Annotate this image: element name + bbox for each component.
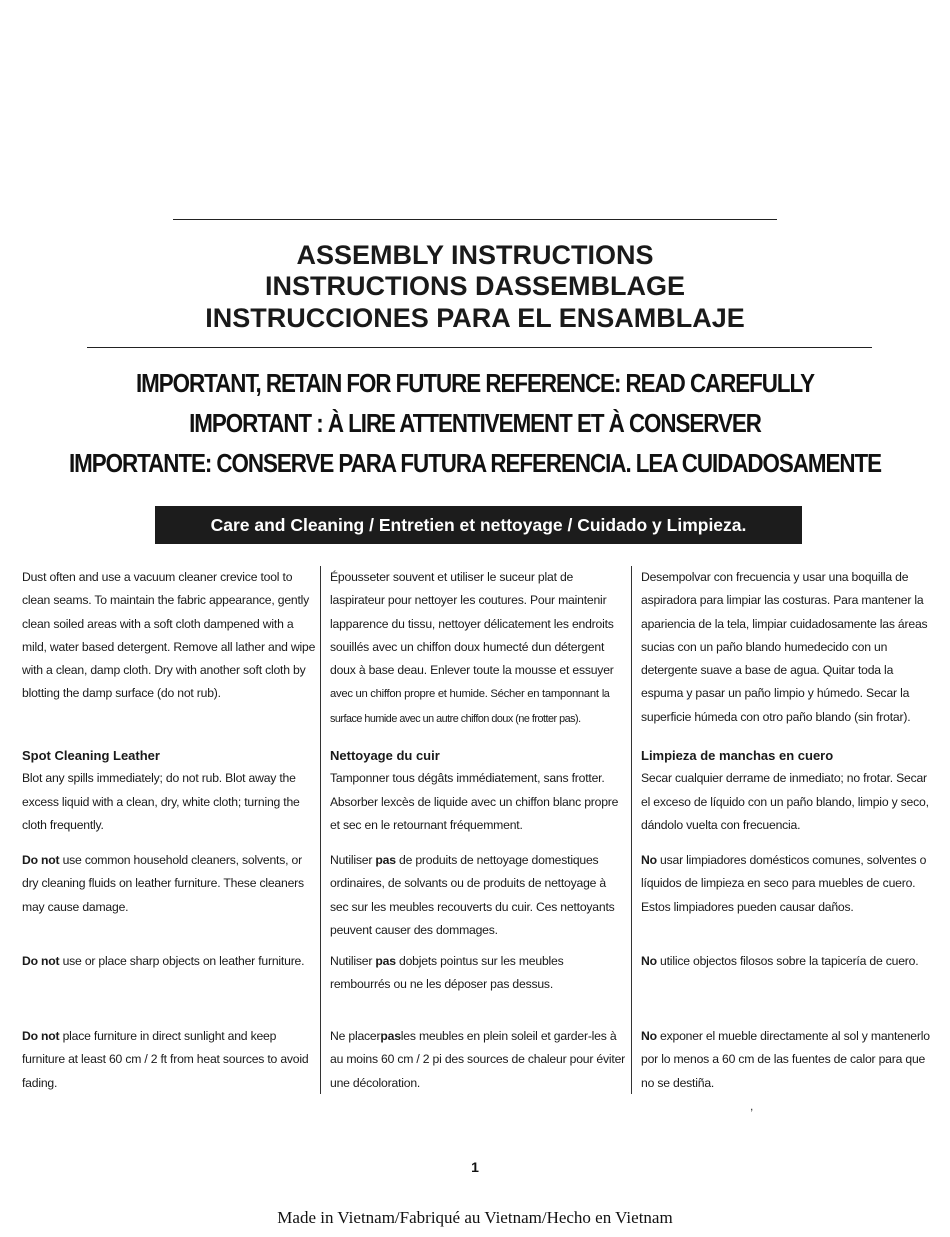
intro-text-en: Dust often and use a vacuum cleaner crevice tool to clean seams. To maintain the fabric appearance, gently clean soiled areas with a soft cloth dampened with a mild, water based detergent. Remove all lather and wipe with a clean, damp cloth. Dry with another soft cloth by blotting the damp surface (do not rub). — [22, 570, 316, 701]
page-number: 1 — [471, 1159, 479, 1175]
pas-label: pas — [375, 954, 396, 968]
intro-text-fr-main: Épousseter souvent et utiliser le suceur plat de laspirateur pour nettoyer les coutures. Pour maintenir lapparence du tissu, nettoyer délicatement les endroits souillés avec un chiffon doux humecté dun détergent doux à base deau. Enlever toute la mousse et essuyer — [330, 570, 614, 678]
title-es: INSTRUCCIONES PARA EL ENSAMBLAJE — [205, 303, 745, 333]
no-label: No — [641, 853, 657, 867]
warning-prefix: Nutiliser — [330, 954, 376, 968]
important-en: IMPORTANT, RETAIN FOR FUTURE REFERENCE: READ CAREFULLY — [135, 368, 815, 398]
column-divider-2 — [631, 566, 632, 1094]
warning-text: exponer el mueble directamente al sol y mantenerlo por lo menos a 60 cm de las fuentes de calor para que no se destiña. — [641, 1029, 930, 1090]
spot-cleaning-text-en: Blot any spills immediately; do not rub. Blot away the excess liquid with a clean, dry, white cloth; turning the cloth frequently. — [22, 771, 300, 832]
warning-cleaners-fr — [330, 849, 625, 942]
title-fr: INSTRUCTIONS DASSEMBLAGE — [264, 271, 686, 301]
no-label: No — [641, 954, 657, 968]
warning-sunlight-es — [641, 1025, 937, 1095]
column-divider-1 — [320, 566, 321, 1094]
intro-text-fr — [330, 566, 625, 731]
warning-cleaners-es — [641, 849, 937, 919]
warning-text: use common household cleaners, solvents, or dry cleaning fluids on leather furniture. These cleaners may cause damage. — [22, 853, 304, 914]
warning-text: usar limpiadores domésticos comunes, solventes o líquidos de limpieza en seco para muebles de cuero. Estos limpiadores pueden causar daños. — [641, 853, 927, 914]
made-in-footer: Made in Vietnam/Fabriqué au Vietnam/Hecho en Vietnam — [277, 1208, 673, 1227]
title-en: ASSEMBLY INSTRUCTIONS — [296, 240, 654, 270]
spot-cleaning-text-es: Secar cualquier derrame de inmediato; no frotar. Secar el exceso de líquido con un paño blando, limpio y seco, dándolo vuelta con frecuencia. — [641, 771, 929, 832]
warning-text: les meubles en plein soleil et garder-les à au moins 60 cm / 2 pi des sources de chaleur pour éviter une décoloration. — [330, 1029, 625, 1090]
warning-sharp-objects-es — [641, 950, 937, 973]
no-label: No — [641, 1029, 657, 1043]
warning-prefix: Ne placer — [330, 1029, 381, 1043]
warning-sharp-objects-en — [22, 950, 320, 973]
intro-text-fr-tail-1: avec un chiffon propre et humide. Sécher en tamponnant — [330, 688, 599, 701]
care-cleaning-banner: Care and Cleaning / Entretien et nettoyage / Cuidado y Limpieza. — [155, 506, 802, 544]
intro-text-es: Desempolvar con frecuencia y usar una boquilla de aspiradora para limpiar las costuras. Para mantener la apariencia de la tela, limpiar cuidadosamente las áreas sucias con un paño blando humedecido con un detergente suave a base de agua. Quitar toda la espuma y pasar un paño limpio y húmedo. Secar la superficie húmeda con otro paño blando (sin frotar). — [641, 570, 928, 724]
warning-text: utilice objectos filosos sobre la tapicería de cuero. — [656, 954, 919, 968]
warning-text: de produits de nettoyage domestiques ordinaires, de solvants ou de produits de nettoyage à sec sur les meubles recouverts du cuir. Ces nettoyants peuvent causer des dommages. — [330, 853, 615, 937]
do-not-label: Do not — [22, 853, 60, 867]
warning-sunlight-fr — [330, 1025, 625, 1095]
warning-sharp-objects-fr — [330, 950, 625, 997]
do-not-label: Do not — [22, 954, 60, 968]
warning-text: place furniture in direct sunlight and keep furniture at least 60 cm / 2 ft from heat sources to avoid fading. — [22, 1029, 309, 1090]
warning-prefix: Nutiliser — [330, 853, 376, 867]
do-not-label: Do not — [22, 1029, 60, 1043]
spot-cleaning-heading-en: Spot Cleaning Leather — [22, 748, 160, 763]
important-notice — [0, 363, 950, 483]
warning-sunlight-en — [22, 1025, 320, 1095]
warning-text: dobjets pointus sur les meubles rembourrés ou ne les déposer pas dessus. — [330, 954, 564, 992]
spot-cleaning-heading-fr: Nettoyage du cuir — [330, 748, 440, 763]
warning-cleaners-en — [22, 849, 320, 919]
middle-rule — [87, 347, 872, 348]
intro-text-fr-tail-2: la surface humide avec un autre chiffon doux (ne frotter pas). — [330, 688, 610, 725]
top-rule — [173, 219, 777, 220]
pas-label: pas — [380, 1029, 401, 1043]
important-es: IMPORTANTE: CONSERVE PARA FUTURA REFERENCIA. LEA CUIDADOSAMENTE — [68, 448, 882, 478]
pas-label: pas — [375, 853, 396, 867]
spot-cleaning-text-fr: Tamponner tous dégâts immédiatement, sans frotter. Absorber lexcès de liquide avec un chiffon blanc propre et sec en le retournant fréquemment. — [330, 771, 619, 832]
warning-text: use or place sharp objects on leather furniture. — [59, 954, 305, 968]
stray-mark: , — [750, 1099, 754, 1113]
spot-cleaning-heading-es: Limpieza de manchas en cuero — [641, 748, 834, 763]
important-fr: IMPORTANT : À LIRE ATTENTIVEMENT ET À CONSERVER — [189, 408, 761, 438]
